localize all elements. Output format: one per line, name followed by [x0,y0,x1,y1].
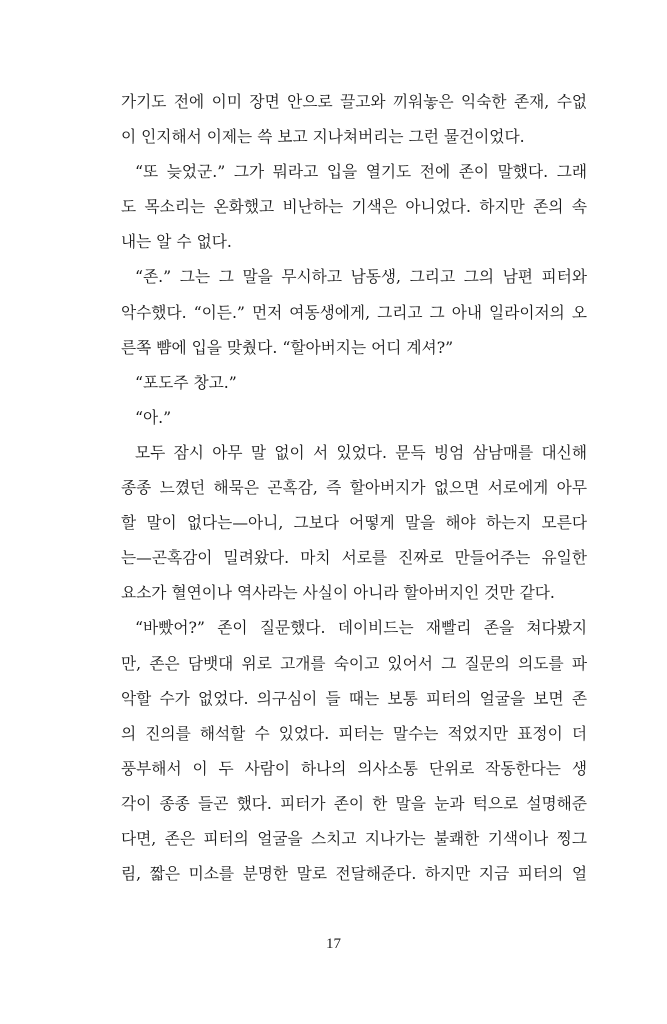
body-text [121,84,587,891]
text-line: “포도주 창고.” [135,372,237,392]
text-line: 다면, 존은 피터의 얼굴을 스치고 지나가는 불쾌한 기색이나 찡그 [121,828,587,848]
text-line: 도 목소리는 온화했고 비난하는 기색은 아니었다. 하지만 존의 속 [121,197,587,217]
text-line: 의 진의를 해석할 수 있었다. 피터는 말수는 적었지만 표정이 더 [121,723,587,743]
text-line: 른쪽 뺨에 입을 맞췄다. “할아버지는 어디 계셔?” [121,337,454,357]
text-line: 가기도 전에 이미 장면 안으로 끌고와 끼워놓은 익숙한 존재, 수없 [121,92,587,111]
text-line: 만, 존은 담뱃대 위로 고개를 숙이고 있어서 그 질문의 의도를 파 [121,653,587,673]
text-line: 는—곤혹감이 밀려왔다. 마치 서로를 진짜로 만들어주는 유일한 [121,548,587,568]
text-line: 이 인지해서 이제는 쓱 보고 지나쳐버리는 그런 물건이었다. [121,127,525,147]
text-line: “바빴어?” 존이 질문했다. 데이비드는 재빨리 존을 쳐다봤지 [135,618,587,638]
text-line: 모두 잠시 아무 말 없이 서 있었다. 문득 빙엄 삼남매를 대신해 [135,442,587,462]
text-line: 할 말이 없다는—아니, 그보다 어떻게 말을 해야 하는지 모른다 [121,513,587,533]
text-line: “존.” 그는 그 말을 무시하고 남동생, 그리고 그의 남편 피터와 [135,267,587,287]
text-line: “또 늦었군.” 그가 뭐라고 입을 열기도 전에 존이 말했다. 그래 [135,162,587,182]
text-line: 악할 수가 없었다. 의구심이 들 때는 보통 피터의 얼굴을 보면 존 [121,688,587,708]
text-line: 종종 느꼈던 해묵은 곤혹감, 즉 할아버지가 없으면 서로에게 아무 [121,478,587,498]
text-line: 풍부해서 이 두 사람이 하나의 의사소통 단위로 작동한다는 생 [121,758,587,778]
text-line: 요소가 혈연이나 역사라는 사실이 아니라 할아버지인 것만 같다. [121,583,555,603]
text-line: 악수했다. “이든.” 먼저 여동생에게, 그리고 그 아내 일라이저의 오 [121,302,587,322]
text-line: 각이 종종 들곤 했다. 피터가 존이 한 말을 눈과 턱으로 설명해준 [121,793,587,813]
page-number: 17 [326,936,341,952]
text-line: 림, 짧은 미소를 분명한 말로 전달해준다. 하지만 지금 피터의 얼 [121,864,587,884]
text-line: “아.” [135,407,172,427]
text-line: 내는 알 수 없다. [121,232,232,252]
